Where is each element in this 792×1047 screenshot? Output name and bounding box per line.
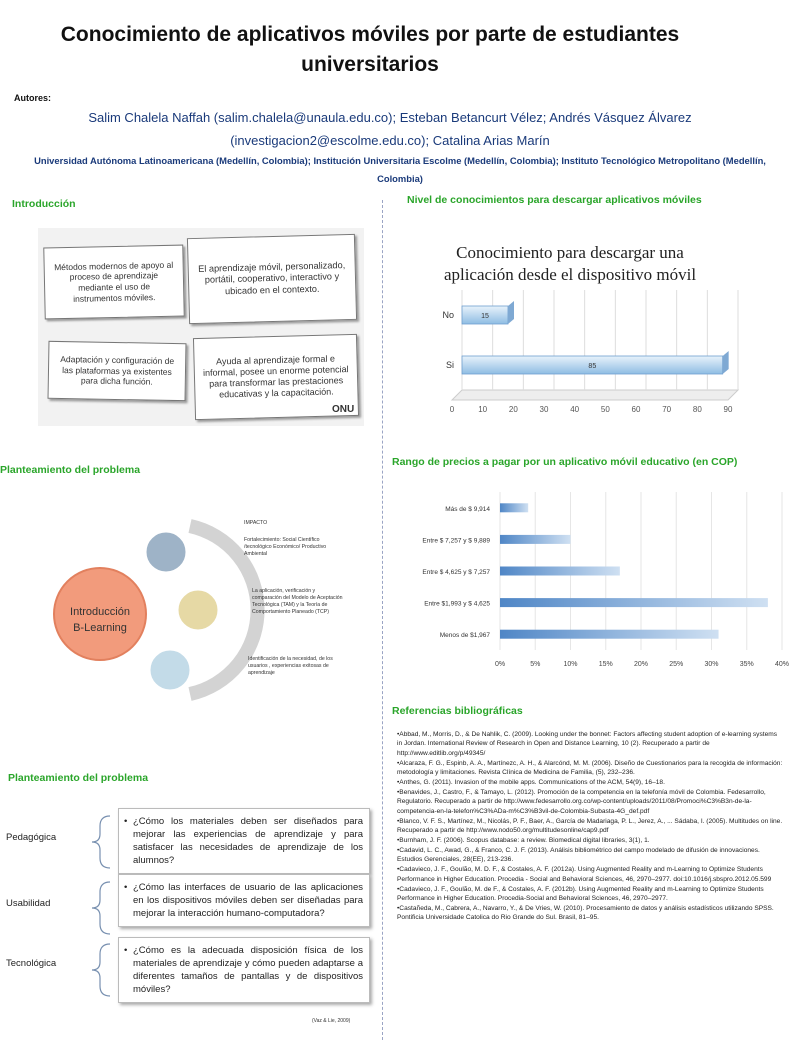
problem-heading-1: Planteamiento del problema (0, 464, 141, 476)
reference-item: •Blanco, V. F. S., Martínez, M., Nicolás, P. F., Baer, A., García de Madariaga, P. L., Jerez, A., ... Sádaba, I. (2005). Multitudes on line. Recuperado a partir de http://www.nodo50.org/multitudesonline/cap9.pdf (397, 817, 783, 835)
chart2-tick-label: 20% (633, 661, 649, 668)
chart2-bar (500, 535, 571, 544)
chart2-bar (500, 630, 719, 639)
reference-item: •Alcaraza, F. G., Espinb, A. A., Martínezc, A. H., & Alarcónd, M. M. (2006). Diseño de Cuestionarios para la recogida de información: metodología y limitaciones. Revista Clínica de Medicina de Familia, (5), 232–236. (397, 759, 783, 777)
chart1-bar-side (723, 351, 729, 374)
chart1-tick-label: 20 (508, 405, 518, 414)
reference-item: •Cadavieco, J. F., Goulão, M. de F., & Costales, A. F. (2012b). Using Augmented Reality and m-Learning to Optimize Students Performance in Higher Education. Procedia-Social and Behavioral Sciences, 46, 2970–2977. (397, 885, 764, 902)
chart1-category-label: No (442, 310, 454, 320)
brace-icon-3 (92, 944, 110, 996)
impact-item (244, 520, 344, 558)
reference-item: •Castañeda, M., Cabrera, A., Navarro, Y., & De Vries, W. (2010). Procesamiento de datos y análisis estadísticos utilizando SPSS. Pontificia Universidade Catolica do Rio Grande do Sul. Brasil, 81–95. (397, 904, 774, 922)
impact-photo-icon (145, 531, 187, 573)
question-box-tecnologica: • ¿Cómo es la adecuada disposición física de los materiales de aprendizaje y cómo pueden adaptarse a diferentes tamaños de pantallas y de dispositivos móviles? (118, 937, 370, 1003)
circle-label-line2: B-Learning (73, 622, 127, 634)
chart2-bar (500, 567, 620, 576)
intro-heading: Introducción (12, 198, 76, 210)
chart2-tick-label: 10% (563, 661, 578, 668)
price-chart (392, 490, 790, 680)
knowledge-chart (420, 286, 760, 426)
chart2-bar (500, 503, 528, 512)
chart2-tick-label: 40% (774, 661, 790, 668)
chart2-bar (500, 598, 768, 607)
chart1-floor (452, 390, 738, 400)
onu-logo-text: ONU (332, 404, 355, 415)
affiliations: Universidad Autónoma Latinoamericana (Medellín, Colombia); Institución Universitaria Escolme (Medellín, Colombia); Instituto Tecnológico Metropolitano (Medellín, Colombia) (34, 155, 766, 184)
impact-text: Fortalecimiento: Social Científico /tecnológico Económico/ Productivo Ambiental (244, 537, 327, 557)
chart2-tick-label: 5% (530, 661, 541, 668)
intro-box-3: Adaptación y configuración de las plataformas ya existentes para dicha función. (48, 341, 187, 401)
question-box-pedagogica: • ¿Cómo los materiales deben ser diseñados para mejorar las experiencias de aprendizaje y para satisfacer las necesidades de aprendizaje de los alumnos? (118, 808, 370, 874)
chart2-category-label: Entre $ 7,257 y $ 9,889 (422, 537, 490, 545)
label-tecnologica: Tecnológica (6, 958, 57, 969)
chart2-tick-label: 15% (598, 661, 613, 668)
references-list (397, 730, 784, 923)
chart2-tick-label: 0% (494, 661, 506, 668)
brace-icons (86, 810, 116, 1030)
knowledge-chart-title: Conocimiento para descargar una aplicación desde el dispositivo móvil (443, 243, 697, 284)
chart2-category-label: Menos de $1,967 (439, 632, 490, 640)
chart2-category-label: Entre $ 4,625 y $ 7,257 (422, 569, 490, 576)
chart1-category-label: Si (445, 360, 454, 370)
intro-box-4: Ayuda al aprendizaje formal e informal, posee un enorme potencial para transformar las prestaciones educativas y la capacitación. (193, 334, 359, 420)
intro-box-2: El aprendizaje móvil, personalizado, portátil, cooperativo, interactivo y ubicado en el contexto. (187, 234, 357, 324)
label-pedagogica: Pedagógica (6, 832, 57, 843)
brace-icon-1 (92, 816, 110, 868)
chart1-tick-label: 50 (600, 405, 610, 414)
users-computer-icon (149, 649, 191, 691)
intro-diagram (38, 228, 364, 426)
chart1-data-label: 15 (481, 313, 489, 320)
reference-item: •Cadavieco, J. F., Goulão, M. D. F., & Costales, A. F. (2012a). Using Augmented Reality and m-Learning to Optimize Students Performance in Higher Education. Procedia - Social and Behavioral Sciences, 46, 2970–2977. doi:10.1016/j.sbspro.2012.05.599 (397, 866, 772, 883)
circle-label (60, 604, 140, 636)
question-box-usabilidad: • ¿Cómo las interfaces de usuario de las aplicaciones en los dispositivos móviles deben ser diseñadas para mejorar la interacción humano-computadora? (118, 874, 370, 927)
reference-item: •Cadavid, L. C., Awad, G., & Franco, C. J. F. (2013). Análisis bibliométrico del campo modelado de difusión de innovaciones. Estudios Gerenciales, 28(EE), 213-236. (397, 846, 760, 864)
circle-label-line1: Introducción (70, 606, 130, 618)
chart1-tick-label: 40 (570, 405, 580, 414)
chart2-tick-label: 25% (669, 661, 684, 668)
source-citation: (Vaz & Lie, 2009) (312, 1018, 351, 1024)
label-usabilidad: Usabilidad (6, 898, 51, 909)
chart1-tick-label: 30 (539, 405, 549, 414)
chart1-tick-label: 10 (478, 405, 488, 414)
network-people-icon (177, 589, 219, 631)
chart1-tick-label: 70 (662, 405, 672, 414)
reference-item: •Benavides, J., Castro, F., & Tamayo, L. (2012). Promoción de la competencia en la telefonía móvil de Colombia. Fedesarrollo, Regulatorio. Recuperado a partir de http://www.fedesarrollo.org.co/wp-content/uploads/2011/08/Promoci%C3%B3n-de-la-competencia-en-la-telefon%C3%ADa-m%C3%B3vil-de-Colombia-Subasta-4G_def.pdf (397, 788, 766, 815)
impact-title: IMPACTO (244, 520, 268, 526)
problem-heading-2: Planteamiento del problema (8, 772, 149, 784)
chart1-tick-label: 60 (631, 405, 641, 414)
poster-title: Conocimiento de aplicativos móviles por parte de estudiantes universitarios (60, 23, 680, 76)
reference-item: •Abbad, M., Morris, D., & De Nahlik, C. (2009). Looking under the bonnet: Factors affecting student adoption of e-learning systems in Jordan. International Review of Research in Open and Distance Learning, 10 (2). Recuperado a partir de http://www.editlib.org/p/49345/ (397, 731, 778, 757)
reference-item: •Burnham, J. F. (2006). Scopus database: a review. Biomedical digital libraries, 3(1), 1. (397, 836, 650, 844)
reference-item: •Anthes, G. (2011). Invasion of the mobile apps. Communications of the ACM, 54(9), 16–18. (397, 779, 665, 787)
chart1-bar-side (508, 301, 514, 324)
refs-heading: Referencias bibliográficas (392, 705, 523, 717)
chart1-tick-label: 0 (449, 405, 455, 414)
brace-icon-2 (92, 882, 110, 934)
tam-item: La aplicación, verificación y comparación del Modelo de Aceptación Tecnológica (TAM) y la Teoría de Comportamiento Planeado (TCP) (252, 588, 343, 615)
intro-box-1: Métodos modernos de apoyo al proceso de aprendizaje mediante el uso de instrumentos móviles. (43, 245, 184, 320)
b-learning-diagram (40, 520, 360, 700)
chart2-category-label: Entre $1,993 y $ 4,625 (424, 600, 490, 608)
authors: Salim Chalela Naffah (salim.chalela@unaula.edu.co); Esteban Betancurt Vélez; Andrés Vásquez Álvarez (investigacion2@escolme.edu.co); Catalina Arias Marín (88, 110, 692, 148)
chart2-category-label: Más de $ 9,914 (445, 505, 490, 513)
knowledge-heading: Nivel de conocimientos para descargar aplicativos móviles (407, 194, 702, 206)
chart2-tick-label: 30% (704, 661, 719, 668)
chart1-tick-label: 80 (692, 405, 702, 414)
price-heading: Rango de precios a pagar por un aplicativo móvil educativo (en COP) (392, 456, 738, 468)
authors-label: Autores: (14, 93, 52, 103)
chart2-tick-label: 35% (739, 661, 754, 668)
column-divider (382, 200, 383, 1040)
chart1-tick-label: 90 (723, 405, 733, 414)
needs-item: Identificación de la necesidad, de los usuarios , experiencias exitosas de aprendizaje (248, 656, 333, 676)
chart1-data-label: 85 (588, 363, 597, 370)
